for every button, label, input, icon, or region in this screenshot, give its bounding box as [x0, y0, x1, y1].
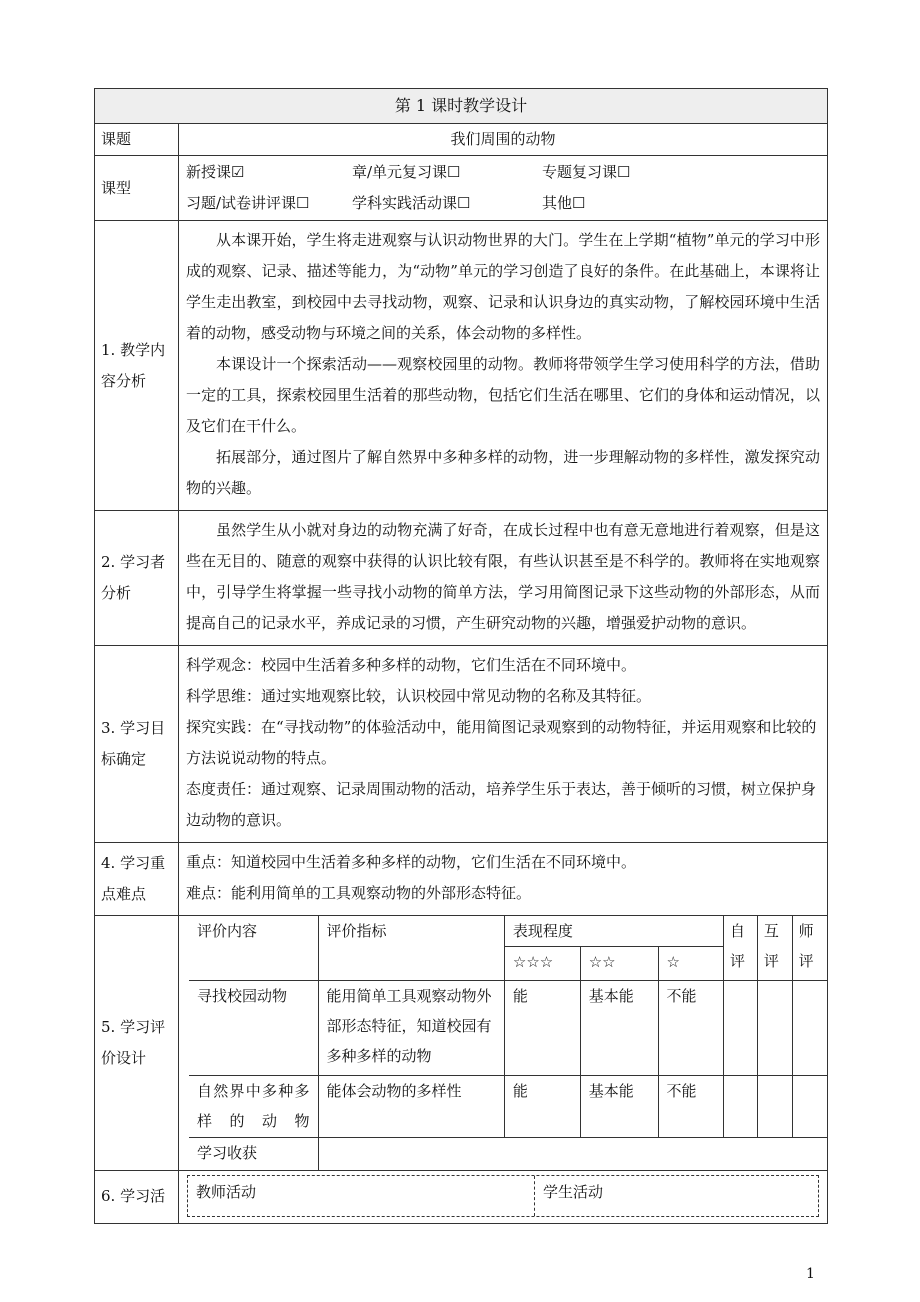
eval-row-peer [757, 1076, 792, 1138]
content-analysis-label: 1. 教学内容分析 [95, 221, 179, 511]
page-number: 1 [806, 1266, 815, 1282]
lesson-type-options [186, 157, 820, 219]
eval-header-peer: 互评 [757, 916, 792, 981]
content-paragraph-3: 拓展部分，通过图片了解自然界中多种多样的动物，进一步理解动物的多样性，激发探究动物的兴趣。 [186, 448, 821, 497]
option-other: 其他☐ [542, 194, 586, 212]
content-analysis-body [179, 221, 828, 511]
option-topic-review: 专题复习课☐ [542, 163, 631, 181]
content-paragraph-2: 本课设计一个探索活动——观察校园里的动物。教师将带领学生学习使用科学的方法，借助一定的工具，探索校园里生活着的那些动物，包括它们生活在哪里、它们的身体和运动情况，以及它们在干什么。 [186, 355, 821, 435]
lesson-design-document [94, 88, 827, 1224]
eval-row-self [724, 981, 758, 1076]
eval-row-indicator: 能用简单工具观察动物外部形态特征，知道校园有多种多样的动物 [318, 981, 504, 1076]
student-activity-header: 学生活动 [543, 1182, 604, 1201]
eval-header-content: 评价内容 [189, 916, 318, 981]
evaluation-label: 5. 学习评价设计 [95, 916, 179, 1171]
option-unit-review: 章/单元复习课☐ [352, 163, 461, 181]
eval-gain-value [318, 1138, 827, 1170]
activities-body [179, 1170, 828, 1223]
objective-concept: 科学观念：校园中生活着多种多样的动物，它们生活在不同环境中。 [186, 656, 637, 674]
document-title: 第 1 课时教学设计 [95, 89, 828, 124]
eval-header-self: 自评 [724, 916, 758, 981]
stars-one: ☆ [658, 947, 724, 981]
key-point: 重点：知道校园中生活着多种多样的动物，它们生活在不同环境中。 [186, 853, 637, 871]
eval-row-level-2: 基本能 [580, 1076, 658, 1138]
topic-label: 课题 [95, 124, 179, 156]
eval-row-teacher [792, 1076, 827, 1138]
eval-row-indicator: 能体会动物的多样性 [318, 1076, 504, 1138]
objective-thinking: 科学思维：通过实地观察比较，认识校园中常见动物的名称及其特征。 [186, 687, 652, 705]
eval-header-indicator: 评价指标 [318, 916, 504, 981]
option-practice-activity: 学科实践活动课☐ [352, 194, 471, 212]
eval-row-level-3: 能 [504, 1076, 580, 1138]
evaluation-table [189, 916, 827, 1170]
learner-paragraph: 虽然学生从小就对身边的动物充满了好奇，在成长过程中也有意无意地进行着观察，但是这些在无目的、随意的观察中获得的认识比较有限，有些认识甚至是不科学的。教师将在实地观察中，引导学生将掌握一些寻找小动物的简单方法，学习用简图记录下这些动物的外部形态，从而提高自己的记录水平，养成记录的习惯，产生研究动物的兴趣，增强爱护动物的意识。 [186, 521, 821, 632]
eval-row-teacher [792, 981, 827, 1076]
key-points-body [179, 843, 828, 916]
eval-row-content: 寻找校园动物 [189, 981, 318, 1076]
stars-two: ☆☆ [580, 947, 658, 981]
activities-label: 6. 学习活 [95, 1170, 179, 1223]
activities-table [187, 1175, 819, 1217]
eval-row-level-1: 不能 [658, 981, 724, 1076]
eval-header-level: 表现程度 [504, 916, 723, 947]
learner-analysis-label: 2. 学习者分析 [95, 511, 179, 646]
eval-row-level-1: 不能 [658, 1076, 724, 1138]
eval-gain-label: 学习收获 [189, 1138, 318, 1170]
eval-row-peer [757, 981, 792, 1076]
objective-attitude: 态度责任：通过观察、记录周围动物的活动，培养学生乐于表达，善于倾听的习惯，树立保护身边动物的意识。 [186, 780, 817, 829]
key-points-label: 4. 学习重点难点 [95, 843, 179, 916]
objectives-body [179, 646, 828, 843]
difficult-point: 难点：能利用简单的工具观察动物的外部形态特征。 [186, 884, 532, 902]
objective-practice: 探究实践：在“寻找动物”的体验活动中，能用简图记录观察到的动物特征，并运用观察和比较的方法说说动物的特点。 [186, 718, 817, 767]
eval-row-level-2: 基本能 [580, 981, 658, 1076]
evaluation-body [179, 916, 828, 1171]
eval-row-content: 自然界中多种多样的动物 [189, 1076, 318, 1138]
eval-row-self [724, 1076, 758, 1138]
topic-value: 我们周围的动物 [179, 124, 828, 156]
eval-row-level-3: 能 [504, 981, 580, 1076]
option-exercise-review: 习题/试卷讲评课☐ [186, 194, 310, 212]
option-new-lesson: 新授课☑ [186, 163, 245, 181]
content-paragraph-1: 从本课开始，学生将走进观察与认识动物世界的大门。学生在上学期“植物”单元的学习中形成的观察、记录、描述等能力，为“动物”单元的学习创造了良好的条件。在此基础上，本课将让学生走出教室，到校园中去寻找动物，观察、记录和认识身边的真实动物，了解校园环境中生活着的动物，感受动物与环境之间的关系，体会动物的多样性。 [186, 231, 821, 342]
lesson-design-table [94, 88, 828, 1224]
objectives-label: 3. 学习目标确定 [95, 646, 179, 843]
stars-three: ☆☆☆ [504, 947, 580, 981]
eval-header-teacher: 师评 [792, 916, 827, 981]
teacher-activity-header: 教师活动 [188, 1176, 535, 1216]
lesson-type-label: 课型 [95, 156, 179, 221]
learner-analysis-body [179, 511, 828, 646]
